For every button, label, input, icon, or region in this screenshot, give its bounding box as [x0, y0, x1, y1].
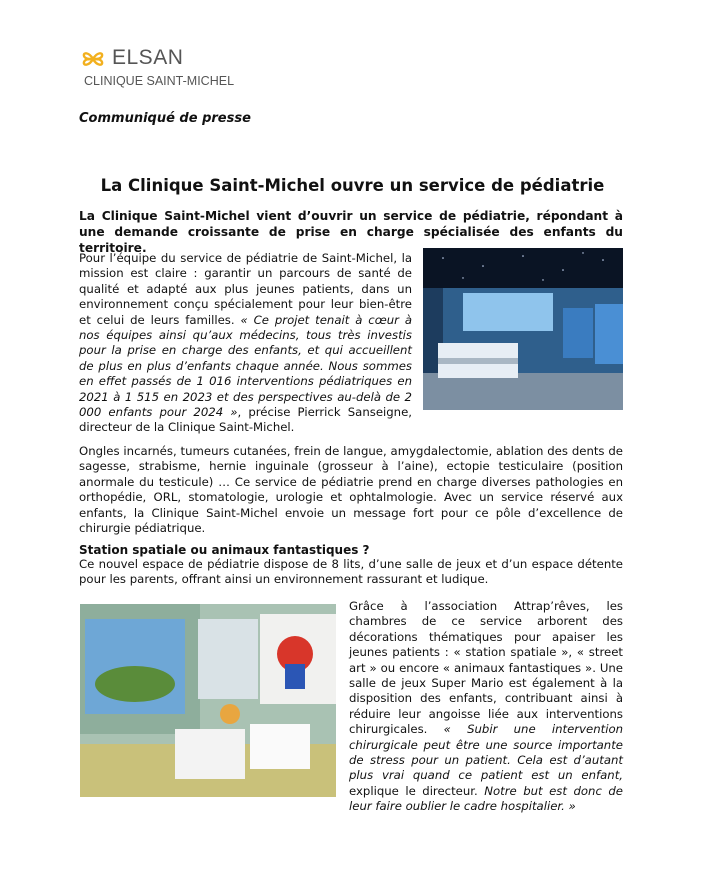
- intro-paragraph: [79, 251, 412, 436]
- facilities-paragraph: Ce nouvel espace de pédiatrie dispose de 8 lits, d’une salle de jeux et d’un espace détente pour les parents, offrant ainsi un environnement rassurant et ludique.: [79, 557, 623, 587]
- director-quote-2b: Notre but est donc de leur faire oublier le cadre hospitalier. »: [349, 783, 623, 814]
- elsan-logo-mark-icon: [82, 48, 104, 70]
- decor-text: Grâce à l’association Attrap’rêves, les chambres de ce service arborent des décorations thématiques pour apaiser les jeunes patients : « station spatiale », « street art » ou encore « animaux fantastiques ». Une salle de jeux Super Mario est également à la disposition des enfants, contribuant ainsi à réduire leur angoisse liée aux interventions chirurgicales.: [349, 599, 623, 737]
- logo-subtitle: CLINIQUE SAINT-MICHEL: [84, 74, 235, 88]
- space-room-photo: [423, 248, 623, 410]
- section-heading: Station spatiale ou animaux fantastiques ?: [79, 543, 370, 557]
- director-quote: « Ce projet tenait à cœur à nos équipes ainsi qu’aux médecins, tous très investis pour la prise en charge des enfants, et qui accueillent de plus en plus d’enfants chaque année. Nous sommes en effet passés de 1 016 interventions pédiatriques en 2021 à 1 515 en 2023 et des perspectives au-delà de 2 000 enfants pour 2024 »: [79, 312, 412, 420]
- decor-paragraph: [349, 599, 623, 815]
- lead-paragraph: La Clinique Saint-Michel vient d’ouvrir un service de pédiatrie, répondant à une demande croissante de prise en charge spécialisée des enfants du territoire.: [79, 209, 623, 255]
- space-room-image: [423, 248, 623, 410]
- director-quote-2a: « Subir une intervention chirurgicale peut être une source importante de stress pour un patient. Cela est d’autant plus vrai quand ce patient est un enfant,: [349, 722, 624, 783]
- page-title: La Clinique Saint-Michel ouvre un service de pédiatrie: [100, 176, 605, 195]
- press-release-label: Communiqué de presse: [79, 111, 251, 126]
- quote-attribution: , précise Pierrick Sanseigne, directeur de la Clinique Saint-Michel.: [79, 405, 412, 435]
- playroom-photo: [80, 604, 336, 797]
- quote-attribution-2: explique le directeur.: [349, 783, 485, 798]
- logo-brand: ELSAN: [112, 46, 184, 69]
- intro-text: Pour l’équipe du service de pédiatrie de Saint-Michel, la mission est claire : garantir un parcours de santé de qualité et adapté aux plus jeunes patients, dans un environnement conçu spécialement pour leur bien-être et celui de leurs familles.: [79, 251, 412, 327]
- pathologies-paragraph: Ongles incarnés, tumeurs cutanées, frein de langue, amygdalectomie, ablation des dents de sagesse, strabisme, hernie inguinale (grosseur à l’aine), ectopie testiculaire (position anormale du testicule) … Ce service de pédiatrie prend en charge diverses pathologies en orthopédie, ORL, stomatologie, urologie et ophtalmologie. Avec un service réservé aux enfants, la Clinique Saint-Michel envoie un message fort pour ce pôle d’excellence de chirurgie pédiatrique.: [79, 444, 623, 536]
- playroom-image: [80, 604, 336, 797]
